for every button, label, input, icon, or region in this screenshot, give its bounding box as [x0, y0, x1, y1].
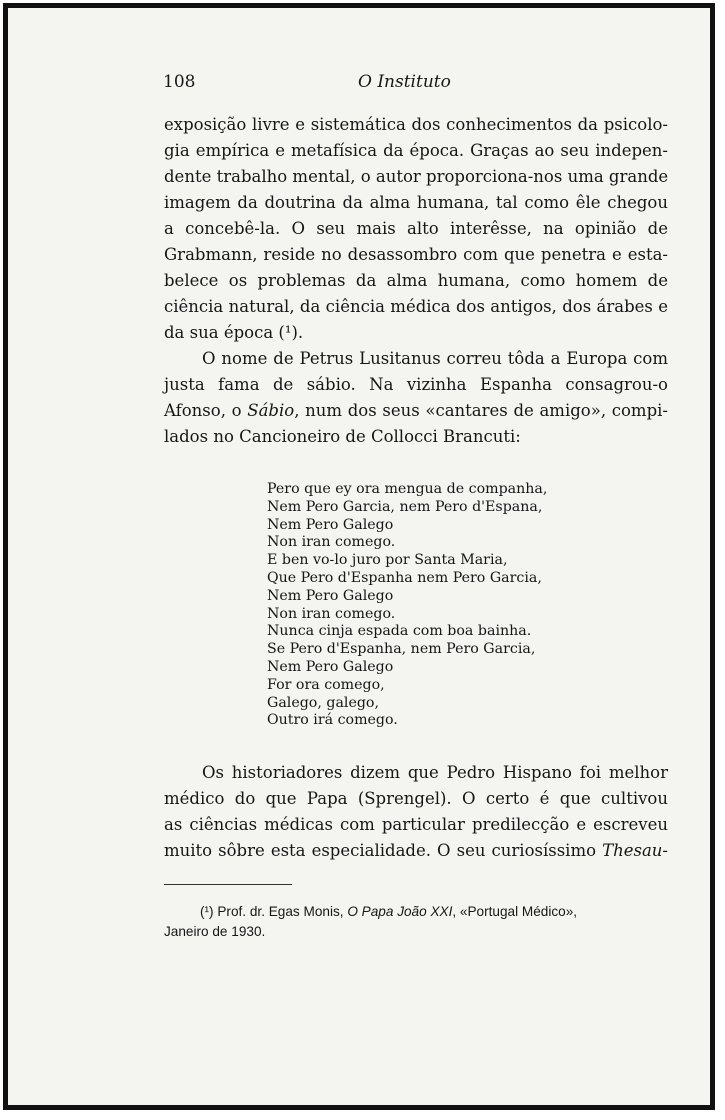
text-line: gia empírica e metafísica da época. Graças ao seu indepen-	[164, 141, 668, 160]
verse-line: Se Pero d'Espanha, nem Pero Garcia,	[267, 641, 536, 658]
text-line: belece os problemas da alma humana, como homem de	[164, 271, 668, 290]
footnote-title: O Papa João XXI	[347, 904, 453, 919]
verse-line: Non iran comego.	[267, 534, 396, 551]
text-line: da sua época (¹).	[164, 323, 304, 342]
text-line: imagem da doutrina da alma humana, tal como êle chegou	[164, 193, 668, 212]
text-line: a concebê-la. O seu mais alto interêsse, na opinião de	[164, 219, 668, 238]
page-number: 108	[163, 72, 196, 92]
verse-line: E ben vo-lo juro por Santa Maria,	[267, 552, 508, 569]
verse-line: Nem Pero Galego	[267, 587, 394, 604]
text-line: ciência natural, da ciência médica dos antigos, dos árabes e	[164, 297, 668, 316]
verse-line: Nem Pero Galego	[267, 516, 394, 533]
footnote-text: Prof. dr. Egas Monis,	[213, 904, 348, 919]
running-title: O Instituto	[358, 72, 451, 92]
text-line: dente trabalho mental, o autor proporciona-nos uma grande	[164, 167, 669, 186]
footnote-rule	[164, 884, 292, 885]
text-line	[164, 838, 668, 864]
text-line: as ciências médicas com particular predilecção e escreveu	[164, 815, 668, 834]
italic-word: Thesau-	[602, 841, 668, 860]
verse-line: Que Pero d'Espanha nem Pero Garcia,	[267, 569, 542, 586]
poem-quotation	[267, 481, 547, 730]
footnote-marker: (¹)	[200, 904, 214, 919]
verse-line: Galego, galego,	[267, 694, 379, 711]
text-line: exposição livre e sistemática dos conhecimentos da psicolo-	[164, 115, 668, 134]
verse-line: Outro irá comego.	[267, 712, 398, 729]
text-line	[164, 398, 668, 424]
italic-word: Sábio	[247, 401, 295, 420]
text-line: médico do que Papa (Sprengel). O certo é que cultivou	[164, 789, 668, 808]
text-run: Afonso, o	[164, 401, 248, 420]
footnote	[164, 902, 668, 942]
verse-line: Nem Pero Galego	[267, 658, 394, 675]
verse-line: Nunca cinja espada com boa bainha.	[267, 623, 532, 640]
paragraph-3	[164, 760, 668, 864]
verse-line: Non iran comego.	[267, 605, 396, 622]
footnote-line: Janeiro de 1930.	[164, 924, 266, 939]
text-line: justa fama de sábio. Na vizinha Espanha consagrou-o	[164, 375, 668, 394]
footnote-text: , «Portugal Médico»,	[452, 904, 578, 919]
paragraph-1	[164, 112, 668, 450]
text-line: Os historiadores dizem que Pedro Hispano foi melhor	[202, 763, 668, 782]
footnote-line	[164, 902, 668, 922]
verse-line: For ora comego,	[267, 676, 385, 693]
text-run: , num dos seus «cantares de amigo», compi-	[294, 401, 668, 420]
text-line: lados no Cancioneiro de Collocci Brancuti:	[164, 427, 521, 446]
text-line: O nome de Petrus Lusitanus correu tôda a Europa com	[202, 349, 668, 368]
text-line: Grabmann, reside no desassombro com que penetra e esta-	[164, 245, 668, 264]
verse-line: Nem Pero Garcia, nem Pero d'Espana,	[267, 498, 543, 515]
verse-line: Pero que ey ora mengua de companha,	[267, 481, 548, 497]
text-run: muito sôbre esta especialidade. O seu curiosíssimo	[164, 841, 603, 860]
